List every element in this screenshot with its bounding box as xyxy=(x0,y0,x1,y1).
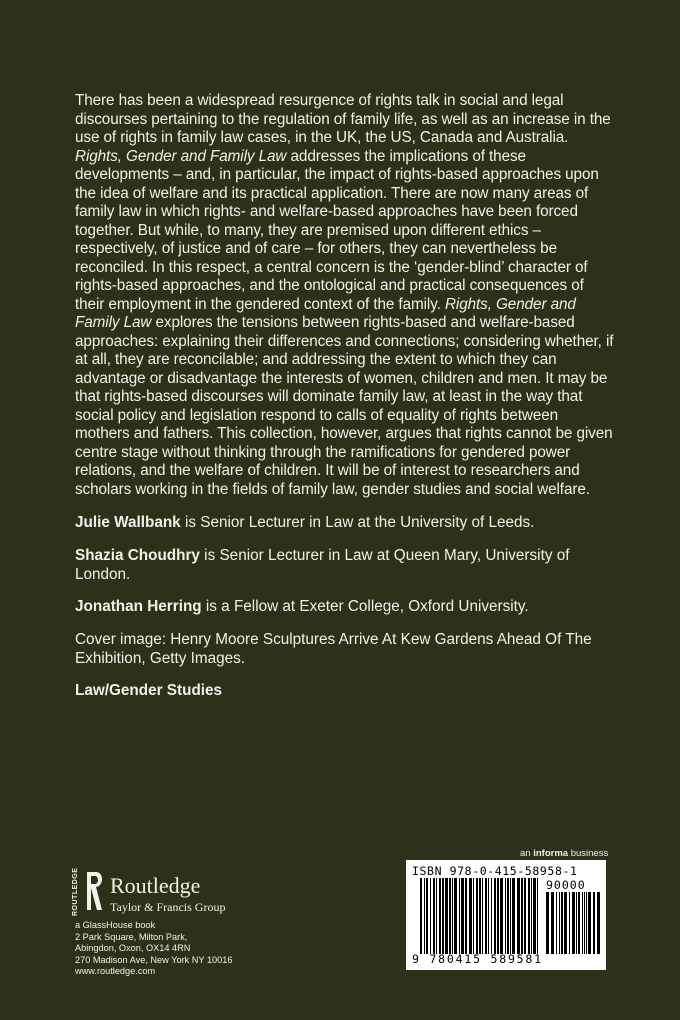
barcode-stripe xyxy=(449,878,451,954)
barcode-stripe xyxy=(436,878,437,954)
book-title: Rights, Gender and Family Law xyxy=(75,147,287,165)
barcode-stripe xyxy=(551,892,554,954)
barcode-stripe xyxy=(476,878,478,954)
barcode-stripe xyxy=(531,878,532,954)
barcode-stripe xyxy=(584,892,585,954)
barcode-stripe xyxy=(576,892,577,954)
logo-vertical-text: ROUTLEDGE xyxy=(72,867,79,916)
barcode-stripe xyxy=(491,878,492,954)
barcode-stripe xyxy=(572,892,575,954)
barcode-stripe xyxy=(420,878,422,954)
barcode-stripe xyxy=(488,878,489,954)
barcode-stripe xyxy=(517,878,520,954)
barcode-stripe xyxy=(512,878,515,954)
author-bio xyxy=(75,514,615,533)
barcode-stripe xyxy=(482,878,483,954)
barcode-stripe xyxy=(485,878,487,954)
barcode-stripe xyxy=(564,892,567,954)
author-bio xyxy=(75,598,615,617)
barcode-stripe xyxy=(494,878,496,954)
barcode-stripe xyxy=(586,892,587,954)
barcode-stripe xyxy=(452,878,453,954)
subject-category: Law/Gender Studies xyxy=(75,682,223,699)
barcode-stripe xyxy=(439,878,441,954)
barcode-stripe xyxy=(461,878,464,954)
price-barcode-bars xyxy=(546,892,602,954)
barcode-stripe xyxy=(426,878,428,954)
ean-barcode-bars xyxy=(420,878,540,954)
barcode-stripe xyxy=(505,878,506,954)
author-role: is Senior Lecturer in Law at the University of Leeds. xyxy=(180,514,535,531)
barcode-stripe xyxy=(479,878,481,954)
author-name: Jonathan Herring xyxy=(75,598,202,615)
barcode-stripe xyxy=(537,878,538,954)
barcode-stripe xyxy=(507,878,509,954)
barcode-stripe xyxy=(582,892,583,954)
barcode-stripe xyxy=(433,878,435,954)
barcode-stripe xyxy=(442,878,444,954)
barcode-stripe xyxy=(459,878,460,954)
address-line: 2 Park Square, Milton Park, xyxy=(75,931,188,942)
book-title: Rights, Gender and Family Law xyxy=(75,295,576,331)
barcode-stripe xyxy=(500,878,503,954)
barcode-stripe xyxy=(454,878,457,954)
routledge-r-icon xyxy=(84,870,106,914)
barcode xyxy=(406,860,606,970)
barcode-stripe xyxy=(593,892,595,954)
barcode-stripe xyxy=(578,892,580,954)
author-bio xyxy=(75,547,615,584)
barcode-stripe xyxy=(510,878,511,954)
cover-credit: Cover image: Henry Moore Sculptures Arrive At Kew Gardens Ahead Of The Exhibition, Getty Images. xyxy=(75,631,592,667)
barcode-stripe xyxy=(559,892,560,954)
barcode-stripe xyxy=(528,878,530,954)
informa-tagline xyxy=(520,848,608,859)
author-name: Julie Wallbank xyxy=(75,514,181,531)
blurb-sentence: addresses the implications of these developments – and, in particular, the impact of rights-based approaches upon the idea of welfare and its practical application. There are now many areas of family law in which rights- and welfare-based approaches have been forced together. But while, to many, they are premised upon different ethics – respectively, of justice and of care – for others, they can nevertheless be reconciled. In this respect, a central concern is the ‘gender-blind’ character of rights-based approaches, and the ontological and practical consequences of their employment in the gendered context of the family. xyxy=(75,147,599,313)
price-code: 90000 xyxy=(546,878,586,892)
author-role: is Senior Lecturer in Law at Queen Mary, University of London. xyxy=(75,547,570,583)
barcode-stripe xyxy=(569,892,570,954)
barcode-stripe xyxy=(465,878,467,954)
barcode-stripe xyxy=(469,878,472,954)
barcode-stripe xyxy=(524,878,526,954)
informa-brand: informa xyxy=(533,848,569,859)
blurb-sentence: explores the tensions between rights-based and welfare-based approaches: explaining their differences and connections; considering whether, if at all, they are reconcilable; and addressing the extent to which they can advantage or disadvantage the interests of women, children and men. It may be that rights-based discourses will dominate family law, at least in the way that social policy and legislation respond to calls of equality of rights between mothers and fathers. This collection, however, argues that rights cannot be given centre stage without thinking through the ramifications for gendered power relations, and the welfare of children. It will be of interest to researchers and scholars working in the fields of family law, gender studies and social welfare. xyxy=(75,314,614,498)
address-line: Abingdon, Oxon, OX14 4RN xyxy=(75,943,191,954)
publisher-group: Taylor & Francis Group xyxy=(110,900,226,914)
barcode-stripe xyxy=(588,892,591,954)
barcode-stripe xyxy=(521,878,523,954)
informa-prefix: an xyxy=(520,848,534,859)
publisher-address xyxy=(75,920,233,978)
barcode-stripe xyxy=(561,892,563,954)
barcode-stripe xyxy=(430,878,431,954)
barcode-stripe xyxy=(556,892,557,954)
author-name: Shazia Choudhry xyxy=(75,547,200,564)
barcode-stripe xyxy=(597,892,600,954)
blurb-sentence: There has been a widespread resurgence of rights talk in social and legal discourses pertaining to the regulation of family life, as well as an increase in the use of rights in family law cases, in the UK, the US, Canada and Australia. xyxy=(75,92,611,146)
barcode-stripe xyxy=(497,878,499,954)
barcode-stripe xyxy=(424,878,425,954)
barcode-stripe xyxy=(473,878,474,954)
barcode-stripe xyxy=(445,878,448,954)
author-role: is a Fellow at Exeter College, Oxford University. xyxy=(201,598,529,615)
barcode-stripe xyxy=(546,892,549,954)
address-line: 270 Madison Ave, New York NY 10016 xyxy=(75,954,233,965)
isbn-number: ISBN 978-0-415-58958-1 xyxy=(412,864,578,878)
address-line: www.routledge.com xyxy=(75,966,156,977)
blurb xyxy=(75,92,615,499)
ean-number: 9 780415 589581 xyxy=(412,952,543,966)
address-line: a GlassHouse book xyxy=(75,920,156,930)
barcode-stripe xyxy=(533,878,536,954)
publisher-name: Routledge xyxy=(110,873,201,898)
informa-suffix: business xyxy=(568,848,609,859)
